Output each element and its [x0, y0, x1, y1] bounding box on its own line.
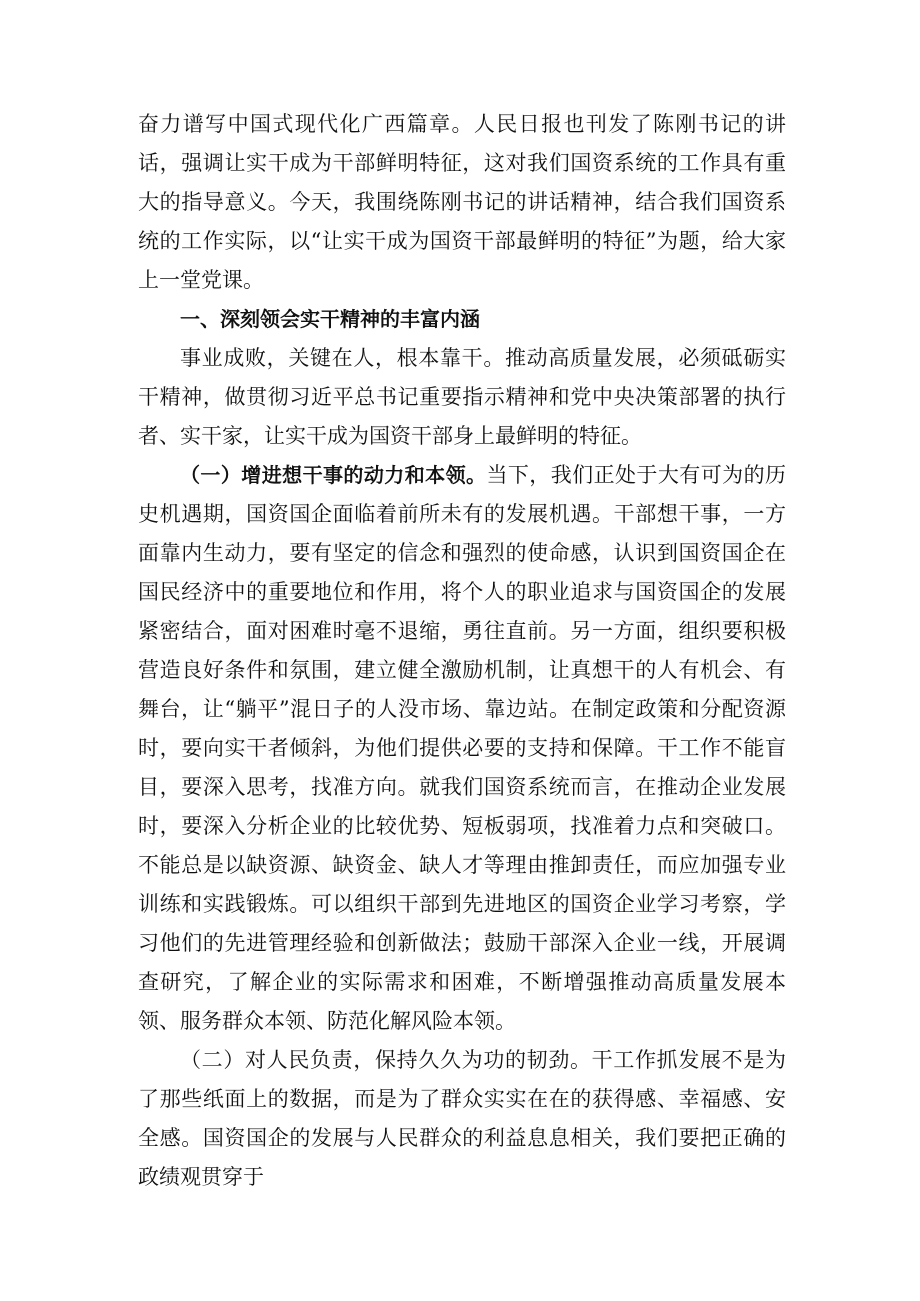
section-1-paragraph: 事业成败，关键在人，根本靠干。推动高质量发展，必须砥砺实干精神，做贯彻习近平总书记重要指示精神和党中央决策部署的执行者、实干家，让实干成为国资干部身上最鲜明的特征。: [138, 346, 786, 448]
subsection-1-body: 当下，我们正处于大有可为的历史机遇期，国资国企面临着前所未有的发展机遇。干部想干事，一方面靠内生动力，要有坚定的信念和强烈的使命感，认识到国资国企在国民经济中的重要地位和作用，将个人的职业追求与国资国企的发展紧密结合，面对困难时毫不退缩，勇往直前。另一方面，组织要积极营造良好条件和氛围，建立健全激励机制，让真想干的人有机会、有舞台，让“躺平”混日子的人没市场、靠边站。在制定政策和分配资源时，要向实干者倾斜，为他们提供必要的支持和保障。干工作不能盲目，要深入思考，找准方向。就我们国资系统而言，在推动企业发展时，要深入分析企业的比较优势、短板弱项，找准着力点和突破口。不能总是以缺资源、缺资金、缺人才等理由推卸责任，而应加强专业训练和实践锻炼。可以组织干部到先进地区的国资企业学习考察，学习他们的先进管理经验和创新做法；鼓励干部深入企业一线，开展调查研究，了解企业的实际需求和困难，不断增强推动高质量发展本领、服务群众本领、防范化解风险本领。: [138, 463, 787, 1033]
subsection-2-paragraph: （二）对人民负责，保持久久为功的韧劲。干工作抓发展不是为了那些纸面上的数据，而是为了群众实实在在的获得感、幸福感、安全感。国资国企的发展与人民群众的利益息息相关，我们要把正确的政绩观贯穿于: [138, 1048, 786, 1189]
intro-paragraph: 奋力谱写中国式现代化广西篇章。人民日报也刊发了陈刚书记的讲话，强调让实干成为干部鲜明特征，这对我们国资系统的工作具有重大的指导意义。今天，我围绕陈刚书记的讲话精神，结合我们国资系统的工作实际，以“让实干成为国资干部最鲜明的特征”为题，给大家上一堂党课。: [138, 112, 786, 292]
subsection-1-title: （一）增进想干事的动力和本领。: [180, 463, 487, 487]
document-body: [138, 105, 786, 1197]
subsection-1-paragraph: [138, 456, 786, 1041]
section-heading-1: 一、深刻领会实干精神的丰富内涵: [180, 307, 480, 331]
